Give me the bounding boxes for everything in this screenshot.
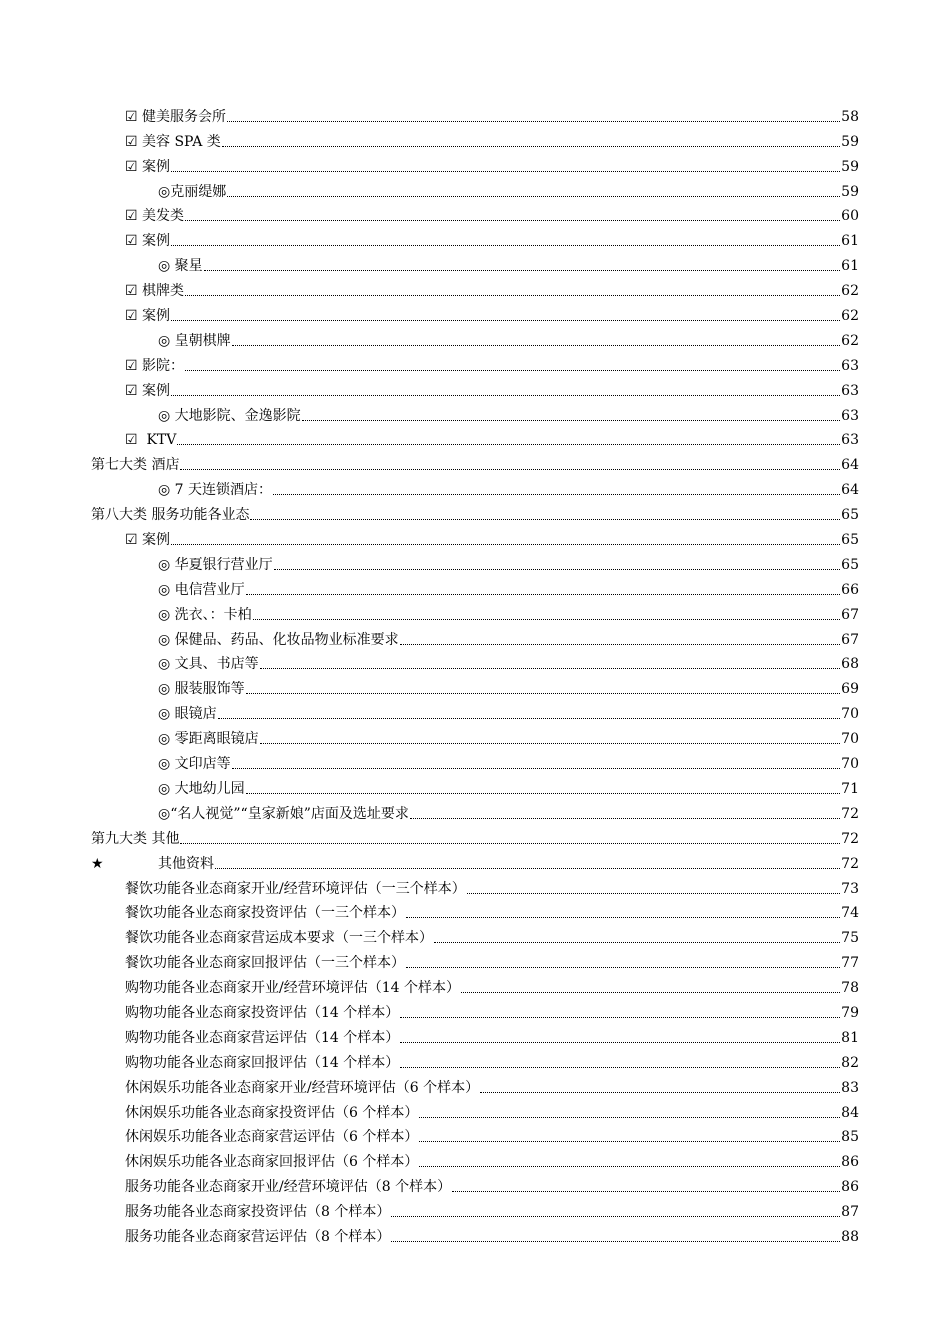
toc-entry[interactable] (0, 972, 950, 997)
dot-leader (419, 1141, 840, 1142)
toc-entry-label: 大地影院、金逸影院 (174, 407, 301, 424)
toc-page-number: 81 (841, 1029, 859, 1046)
dot-leader (180, 843, 840, 844)
dot-leader (227, 121, 840, 122)
toc-page-number: 73 (841, 880, 859, 897)
dot-leader (302, 420, 841, 421)
toc-entry-label: 餐饮功能各业态商家开业/经营环境评估（一三个样本） (125, 880, 466, 897)
toc-page-number: 64 (841, 457, 859, 474)
dot-leader (260, 743, 841, 744)
toc-entry[interactable] (0, 1047, 950, 1072)
toc-entry-label: 购物功能各业态商家投资评估（14 个样本） (125, 1004, 400, 1021)
toc-page-number: 61 (841, 233, 859, 250)
toc-page-number: 60 (841, 208, 859, 225)
toc-entry[interactable] (0, 1196, 950, 1221)
toc-entry-label: 电信营业厅 (174, 581, 245, 598)
toc-page-number: 63 (841, 382, 859, 399)
toc-entry-label: 案例 (142, 158, 171, 175)
toc-entry[interactable] (0, 599, 950, 624)
toc-entry[interactable] (0, 250, 950, 275)
toc-entry[interactable] (0, 997, 950, 1022)
toc-entry[interactable] (0, 773, 950, 798)
checkbox-icon: ☑ (125, 382, 143, 399)
toc-entry-label: 案例 (142, 382, 171, 399)
toc-page-number: 68 (841, 656, 859, 673)
dot-leader (273, 494, 840, 495)
toc-page-number: 78 (841, 980, 859, 997)
dot-leader (218, 718, 841, 719)
toc-entry[interactable] (0, 723, 950, 748)
toc-page-number: 63 (841, 432, 859, 449)
toc-page-number: 85 (841, 1129, 859, 1146)
toc-page-number: 87 (841, 1204, 859, 1221)
toc-entry[interactable] (0, 325, 950, 350)
toc-page-number: 65 (841, 556, 859, 573)
toc-entry-label: 购物功能各业态商家开业/经营环境评估（14 个样本） (125, 980, 460, 997)
bullseye-icon: ◎ (158, 332, 175, 349)
toc-entry-label: 餐饮功能各业态商家投资评估（一三个样本） (125, 905, 405, 922)
dot-leader (246, 693, 841, 694)
toc-page-number: 79 (841, 1004, 859, 1021)
toc-entry[interactable] (0, 873, 950, 898)
toc-page-number: 70 (841, 706, 859, 723)
toc-entry[interactable] (0, 1122, 950, 1147)
toc-entry-label: 服务功能各业态商家营运评估（8 个样本） (125, 1228, 391, 1245)
toc-entry[interactable] (0, 126, 950, 151)
bullseye-icon: ◎ (158, 606, 175, 623)
toc-page-number: 71 (841, 780, 859, 797)
toc-entry-label: 棋牌类 (142, 283, 185, 300)
toc-entry-label: 餐饮功能各业态商家营运成本要求（一三个样本） (125, 930, 433, 947)
toc-entry[interactable] (0, 449, 950, 474)
toc-entry[interactable] (0, 922, 950, 947)
toc-entry[interactable] (0, 649, 950, 674)
dot-leader (177, 444, 840, 445)
toc-page-number: 67 (841, 631, 859, 648)
toc-entry[interactable] (0, 101, 950, 126)
toc-entry[interactable] (0, 425, 950, 450)
toc-entry-label: 美容 SPA 类 (142, 133, 221, 150)
toc-page-number: 72 (841, 855, 859, 872)
dot-leader (253, 619, 841, 620)
toc-entry[interactable] (0, 673, 950, 698)
toc-entry-label: 保健品、药品、化妆品物业标准要求 (174, 631, 399, 648)
checkbox-icon: ☑ (125, 108, 143, 125)
toc-entry[interactable] (0, 1171, 950, 1196)
checkbox-icon: ☑ (125, 158, 143, 175)
toc-entry-label: 影院： (142, 357, 185, 374)
bullseye-icon: ◎ (158, 756, 175, 773)
bullseye-icon: ◎ (158, 556, 175, 573)
toc-page-number: 63 (841, 357, 859, 374)
checkbox-icon: ☑ (125, 208, 143, 225)
dot-leader (227, 196, 840, 197)
toc-entry-label: 大地幼儿园 (174, 780, 245, 797)
toc-entry[interactable] (0, 350, 950, 375)
toc-entry-label: 案例 (142, 308, 171, 325)
toc-entry-label: 服务功能各业态商家投资评估（8 个样本） (125, 1204, 391, 1221)
bullseye-icon: ◎ (158, 656, 175, 673)
toc-entry[interactable] (0, 225, 950, 250)
toc-page-number: 59 (841, 133, 859, 150)
toc-entry-label: 休闲娱乐功能各业态商家开业/经营环境评估（6 个样本） (125, 1079, 480, 1096)
dot-leader (461, 992, 840, 993)
checkbox-icon: ☑ (125, 133, 143, 150)
toc-page-number: 84 (841, 1104, 859, 1121)
toc-page-number: 77 (841, 955, 859, 972)
toc-entry-label: 文印店等 (174, 756, 231, 773)
toc-entry[interactable] (0, 748, 950, 773)
toc-entry-label: 餐饮功能各业态商家回报评估（一三个样本） (125, 955, 405, 972)
checkbox-icon: ☑ (125, 283, 143, 300)
dot-leader (185, 370, 840, 371)
toc-entry[interactable] (0, 300, 950, 325)
checkbox-icon: ☑ (125, 308, 143, 325)
toc-entry-label: 第七大类 酒店 (91, 457, 180, 474)
toc-entry[interactable] (0, 1221, 950, 1246)
toc-entry[interactable] (0, 1022, 950, 1047)
toc-entry[interactable] (0, 1146, 950, 1171)
dot-leader (391, 1216, 840, 1217)
toc-entry[interactable] (0, 574, 950, 599)
toc-entry[interactable] (0, 400, 950, 425)
toc-page-number: 65 (841, 507, 859, 524)
toc-entry-label: 服装服饰等 (174, 681, 245, 698)
bullseye-icon: ◎ (158, 681, 175, 698)
dot-leader (406, 917, 840, 918)
toc-entry[interactable] (0, 624, 950, 649)
toc-entry-label: 休闲娱乐功能各业态商家营运评估（6 个样本） (125, 1129, 419, 1146)
toc-entry[interactable] (0, 848, 950, 873)
toc-page-number: 58 (841, 108, 859, 125)
toc-page-number: 74 (841, 905, 859, 922)
toc-page-number: 61 (841, 258, 859, 275)
dot-leader (185, 220, 840, 221)
dot-leader (246, 793, 841, 794)
dot-leader (274, 569, 841, 570)
dot-leader (260, 668, 841, 669)
toc-entry-label: 华夏银行营业厅 (174, 556, 273, 573)
toc-page-number: 83 (841, 1079, 859, 1096)
toc-entry-label: 案例 (142, 233, 171, 250)
dot-leader (171, 544, 840, 545)
star-icon: ★ (91, 855, 104, 872)
toc-entry-label: 眼镜店 (174, 706, 217, 723)
dot-leader (434, 942, 840, 943)
dot-leader (400, 1042, 840, 1043)
toc-entry[interactable] (0, 1097, 950, 1122)
toc-entry[interactable] (0, 947, 950, 972)
toc-page-number: 86 (841, 1179, 859, 1196)
bullseye-icon: ◎ (158, 780, 175, 797)
dot-leader (410, 818, 840, 819)
bullseye-icon: ◎ (158, 183, 171, 200)
dot-leader (419, 1166, 840, 1167)
dot-leader (452, 1191, 840, 1192)
toc-entry[interactable] (0, 524, 950, 549)
toc-entry[interactable] (0, 798, 950, 823)
toc-entry-label: 案例 (142, 532, 171, 549)
dot-leader (232, 768, 841, 769)
toc-entry-label: 购物功能各业态商家回报评估（14 个样本） (125, 1054, 400, 1071)
toc-entry[interactable] (0, 698, 950, 723)
checkbox-icon: ☑ (125, 532, 143, 549)
table-of-contents (0, 101, 950, 1246)
dot-leader (400, 1017, 840, 1018)
toc-entry-label: 休闲娱乐功能各业态商家回报评估（6 个样本） (125, 1154, 419, 1171)
toc-entry[interactable] (0, 375, 950, 400)
bullseye-icon: ◎ (158, 482, 175, 499)
toc-page-number: 64 (841, 482, 859, 499)
toc-entry[interactable] (0, 275, 950, 300)
toc-entry[interactable] (0, 474, 950, 499)
toc-page-number: 67 (841, 606, 859, 623)
toc-entry-label: KTV (146, 432, 177, 449)
dot-leader (391, 1241, 840, 1242)
toc-page-number: 70 (841, 756, 859, 773)
toc-entry-label: 文具、书店等 (174, 656, 259, 673)
toc-entry-label: 第九大类 其他 (91, 830, 180, 847)
bullseye-icon: ◎ (158, 706, 175, 723)
bullseye-icon: ◎ (158, 631, 175, 648)
dot-leader (406, 967, 840, 968)
toc-entry-label: 聚星 (174, 258, 203, 275)
bullseye-icon: ◎ (158, 731, 175, 748)
toc-page-number: 72 (841, 830, 859, 847)
dot-leader (204, 270, 841, 271)
toc-page-number: 88 (841, 1228, 859, 1245)
dot-leader (171, 245, 840, 246)
toc-page-number: 86 (841, 1154, 859, 1171)
toc-page-number: 70 (841, 731, 859, 748)
toc-entry[interactable] (0, 176, 950, 201)
toc-entry-label: 健美服务会所 (142, 108, 227, 125)
toc-entry[interactable] (0, 823, 950, 848)
toc-page-number: 59 (841, 158, 859, 175)
toc-page-number: 65 (841, 532, 859, 549)
dot-leader (222, 146, 840, 147)
toc-entry-label: 其他资料 (158, 855, 214, 872)
toc-page-number: 69 (841, 681, 859, 698)
dot-leader (400, 644, 841, 645)
toc-entry-label: 美发类 (142, 208, 185, 225)
dot-leader (215, 868, 840, 869)
toc-entry-label: 皇朝棋牌 (174, 332, 231, 349)
bullseye-icon: ◎ (158, 805, 171, 822)
dot-leader (419, 1117, 840, 1118)
toc-page-number: 62 (841, 308, 859, 325)
toc-page-number: 62 (841, 332, 859, 349)
toc-entry[interactable] (0, 151, 950, 176)
toc-entry[interactable] (0, 898, 950, 923)
toc-entry-label: 洗衣、：卡柏 (174, 606, 252, 623)
dot-leader (480, 1092, 840, 1093)
dot-leader (250, 519, 840, 520)
dot-leader (232, 345, 841, 346)
toc-entry-label: 服务功能各业态商家开业/经营环境评估（8 个样本） (125, 1179, 452, 1196)
bullseye-icon: ◎ (158, 258, 175, 275)
toc-entry-label: 零距离眼镜店 (174, 731, 259, 748)
toc-entry[interactable] (0, 499, 950, 524)
dot-leader (467, 893, 840, 894)
toc-page-number: 63 (841, 407, 859, 424)
toc-page-number: 62 (841, 283, 859, 300)
dot-leader (171, 320, 840, 321)
toc-entry-label: 第八大类 服务功能各业态 (91, 507, 250, 524)
bullseye-icon: ◎ (158, 581, 175, 598)
checkbox-icon: ☑ (125, 432, 147, 449)
toc-entry[interactable] (0, 1072, 950, 1097)
toc-entry-label: 购物功能各业态商家营运评估（14 个样本） (125, 1029, 400, 1046)
dot-leader (185, 295, 840, 296)
toc-page-number: 72 (841, 805, 859, 822)
toc-entry-label: 克丽缇娜 (170, 183, 227, 200)
dot-leader (171, 395, 840, 396)
checkbox-icon: ☑ (125, 233, 143, 250)
checkbox-icon: ☑ (125, 357, 143, 374)
bullseye-icon: ◎ (158, 407, 175, 424)
toc-page-number: 59 (841, 183, 859, 200)
dot-leader (246, 594, 841, 595)
toc-entry[interactable] (0, 201, 950, 226)
toc-page-number: 75 (841, 930, 859, 947)
toc-entry[interactable] (0, 549, 950, 574)
toc-page-number: 82 (841, 1054, 859, 1071)
toc-entry-label: 7 天连锁酒店： (174, 482, 273, 499)
toc-entry-label: 休闲娱乐功能各业态商家投资评估（6 个样本） (125, 1104, 419, 1121)
toc-entry-label: “名人视觉”“皇家新娘”店面及选址要求 (170, 805, 409, 822)
toc-page-number: 66 (841, 581, 859, 598)
dot-leader (171, 171, 840, 172)
dot-leader (180, 469, 840, 470)
dot-leader (400, 1067, 840, 1068)
